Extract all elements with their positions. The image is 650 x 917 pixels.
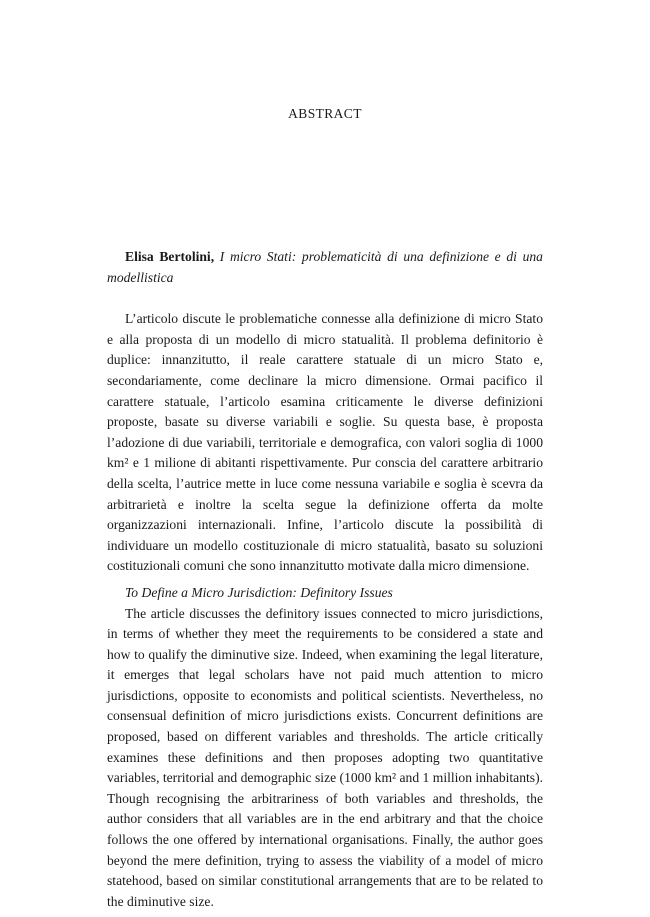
english-title: To Define a Micro Jurisdiction: Definitory Issues <box>125 584 393 600</box>
italian-abstract: L’articolo discute le problematiche connesse alla definizione di micro Stato e alla proposta di un modello di micro statualità. Il problema definitorio è duplice: innanzitutto, il reale carattere statuale di un micro Stato e, secondariamente, come declinare la micro dimensione. Ormai pacifico il carattere statuale, l’articolo esamina criticamente le diverse definizioni proposte, basate su diverse variabili e soglie. Su questa base, è proposta l’adozione di due variabili, territoriale e demografica, con valori soglia di 1000 km² e 1 milione di abitanti rispettivamente. Pur conscia del carattere arbitrario della scelta, l’autrice mette in luce come nessuna variabile e soglia è scevra da arbitrarietà e inoltre la scelta segue la definizione offerta da molte organizzazioni internazionali. Infine, l’articolo discute la possibilità di individuare un modello costituzionale di micro statualità, basato su soluzioni costituzionali comuni che sono innanzitutto motivate dalla micro dimensione. <box>107 311 543 574</box>
abstract-content <box>107 247 543 912</box>
section-title: ABSTRACT <box>288 106 362 121</box>
article-title: I micro Stati: problematicità di una definizione e di una modellistica <box>107 249 543 285</box>
english-abstract: The article discusses the definitory issues connected to micro jurisdictions, in terms of whether they meet the requirements to be considered a state and how to qualify the diminutive size. Indeed, when examining the legal literature, it emerges that legal scholars have not paid much attention to micro jurisdictions, opposite to economists and political scientists. Nevertheless, no consensual definition of micro jurisdictions exists. Concurrent definitions are proposed, based on different variables and thresholds. The article critically examines these definitions and then proposes adopting two quantitative variables, territorial and demographic size (1000 km² and 1 million inhabitants). Though recognising the arbitrariness of both variables and thresholds, the author considers that all variables are in the end arbitrary and that the choice follows the one offered by international organisations. Finally, the author goes beyond the mere definition, trying to assess the viability of a model of micro statehood, based on similar constitutional arrangements that are to be related to the diminutive size. <box>107 605 543 909</box>
author-name: Elisa Bertolini, <box>125 249 215 264</box>
entry-heading <box>107 247 543 288</box>
